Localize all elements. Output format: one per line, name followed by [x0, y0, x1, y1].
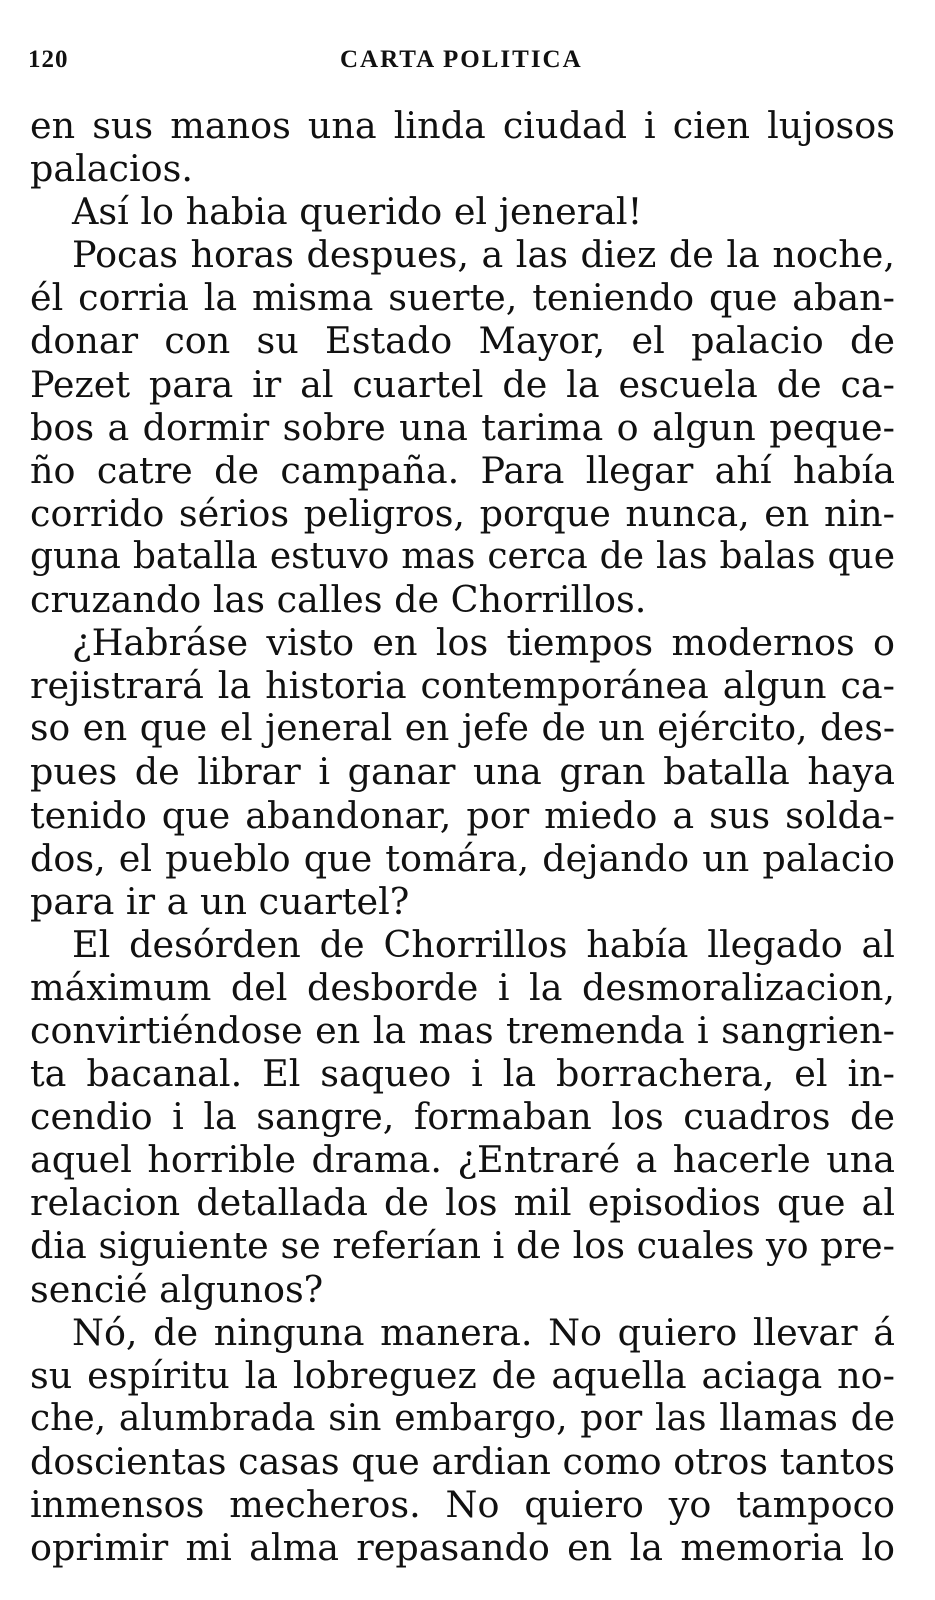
running-title: CARTA POLITICA [340, 46, 583, 73]
text-line: dia siguiente se referían i de los cuales yo pre- [30, 1224, 895, 1268]
text-line: ta bacanal. El saqueo i la borrachera, el in- [30, 1052, 895, 1096]
text-line: dos, el pueblo que tomára, dejando un palacio [30, 836, 895, 880]
text-line: tenido que abandonar, por miedo a sus solda- [30, 793, 895, 837]
text-line: El desórden de Chorrillos había llegado al [72, 922, 895, 966]
text-line: convirtiéndose en la mas tremenda i sangrien- [30, 1008, 895, 1052]
text-line: inmensos mecheros. No quiero yo tampoco [30, 1483, 895, 1526]
text-line: oprimir mi alma repasando en la memoria lo [30, 1526, 895, 1570]
text-line: cruzando las calles de Chorrillos. [30, 578, 647, 622]
text-line: rejistrará la historia contemporánea algun ca- [30, 664, 895, 708]
text-line: máximum del desborde i la desmoralizacion, [30, 965, 895, 1009]
text-line: pues de librar i ganar una gran batalla haya [30, 750, 895, 794]
page-number: 120 [28, 46, 69, 73]
text-line: relacion detallada de los mil episodios que al [30, 1181, 895, 1225]
text-line: bos a dormir sobre una tarima o algun peque- [30, 405, 895, 449]
text-line: Pezet para ir al cuartel de la escuela de ca- [30, 362, 895, 406]
page-header [20, 46, 900, 80]
text-line: para ir a un cuartel? [30, 879, 410, 923]
text-line: Pocas horas despues, a las diez de la noche, [72, 233, 895, 277]
text-line: Nó, de ninguna manera. No quiero llevar á [72, 1310, 895, 1354]
text-line: palacios. [30, 147, 193, 191]
text-line: cendio i la sangre, formaban los cuadros de [30, 1095, 895, 1139]
text-line: doscientas casas que ardian como otros tantos [30, 1439, 895, 1483]
text-line: guna batalla estuvo mas cerca de las balas que [30, 535, 895, 577]
text-line: en sus manos una linda ciudad i cien lujosos [30, 104, 895, 147]
text-line: che, alumbrada sin embargo, por las llamas de [30, 1397, 895, 1439]
text-line: sencié algunos? [30, 1267, 324, 1311]
text-line: su espíritu la lobreguez de aquella aciaga no- [30, 1353, 895, 1397]
text-line: Así lo habia querido el jeneral! [72, 190, 643, 234]
text-line: corrido sérios peligros, porque nunca, en nin- [30, 491, 895, 535]
text-line: donar con su Estado Mayor, el palacio de [30, 319, 895, 363]
text-line: ¿Habráse visto en los tiempos modernos o [72, 621, 895, 665]
text-line: aquel horrible drama. ¿Entraré a hacerle una [30, 1138, 895, 1182]
text-line: ño catre de campaña. Para llegar ahí había [30, 448, 895, 492]
text-line: so en que el jeneral en jefe de un ejército, des- [30, 708, 895, 750]
body-text [30, 104, 895, 1569]
text-line: él corria la misma suerte, teniendo que aban- [30, 276, 895, 320]
